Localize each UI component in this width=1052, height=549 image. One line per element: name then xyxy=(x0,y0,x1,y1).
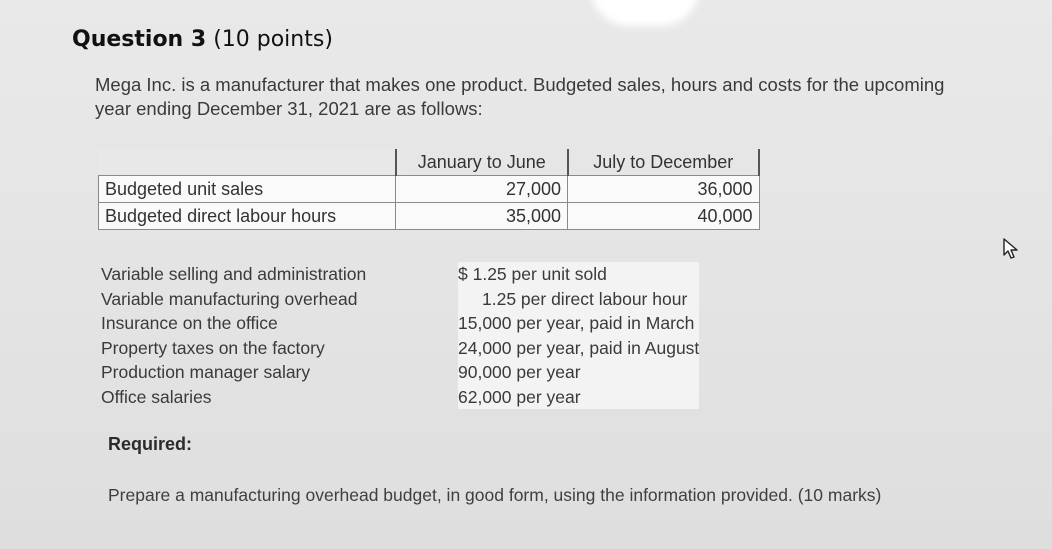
cell-jul-dec: 40,000 xyxy=(568,203,760,230)
header-jan-jun: January to June xyxy=(396,149,568,176)
screen-glare xyxy=(590,0,700,26)
required-heading: Required: xyxy=(108,434,193,454)
intro-paragraph: Mega Inc. is a manufacturer that makes one product. Budgeted sales, hours and costs for the upcoming year ending December 31, 2021 are as follows: xyxy=(95,74,945,119)
row-label: Budgeted unit sales xyxy=(99,176,396,203)
cell-jan-jun: 27,000 xyxy=(396,176,568,203)
row-label: Budgeted direct labour hours xyxy=(99,203,396,230)
cell-jul-dec: 36,000 xyxy=(568,176,760,203)
cost-rate: $ 1.25 per unit sold xyxy=(458,264,607,284)
cost-rate: 1.25 per direct labour hour xyxy=(482,288,688,309)
cost-rate: 62,000 per year xyxy=(458,386,581,407)
cost-rate: 90,000 per year xyxy=(458,362,581,382)
task-text: Prepare a manufacturing overhead budget, in good form, using the information provided. (10 marks) xyxy=(108,485,882,505)
cost-label: Variable selling and administration xyxy=(101,264,367,284)
cost-label: Insurance on the office xyxy=(101,313,278,333)
cell-jan-jun: 35,000 xyxy=(396,203,568,230)
cost-label: Office salaries xyxy=(101,386,212,407)
cost-rates xyxy=(458,262,699,409)
cost-labels xyxy=(101,262,366,409)
table-row xyxy=(99,176,760,203)
budget-table xyxy=(98,149,760,230)
cost-rate: 15,000 per year, paid in March xyxy=(458,313,695,333)
cost-rate: 24,000 per year, paid in August xyxy=(458,337,700,358)
cost-label: Property taxes on the factory xyxy=(101,337,325,358)
question-title xyxy=(72,27,333,52)
question-points: (10 points) xyxy=(213,27,333,52)
cost-label: Variable manufacturing overhead xyxy=(101,288,358,309)
table-row xyxy=(99,203,760,230)
mouse-pointer-icon xyxy=(1002,238,1020,260)
header-jul-dec: July to December xyxy=(568,149,760,176)
question-number: Question 3 xyxy=(72,27,207,52)
table-header-row xyxy=(99,149,760,176)
cost-label: Production manager salary xyxy=(101,362,311,382)
table-header-blank xyxy=(99,149,396,176)
